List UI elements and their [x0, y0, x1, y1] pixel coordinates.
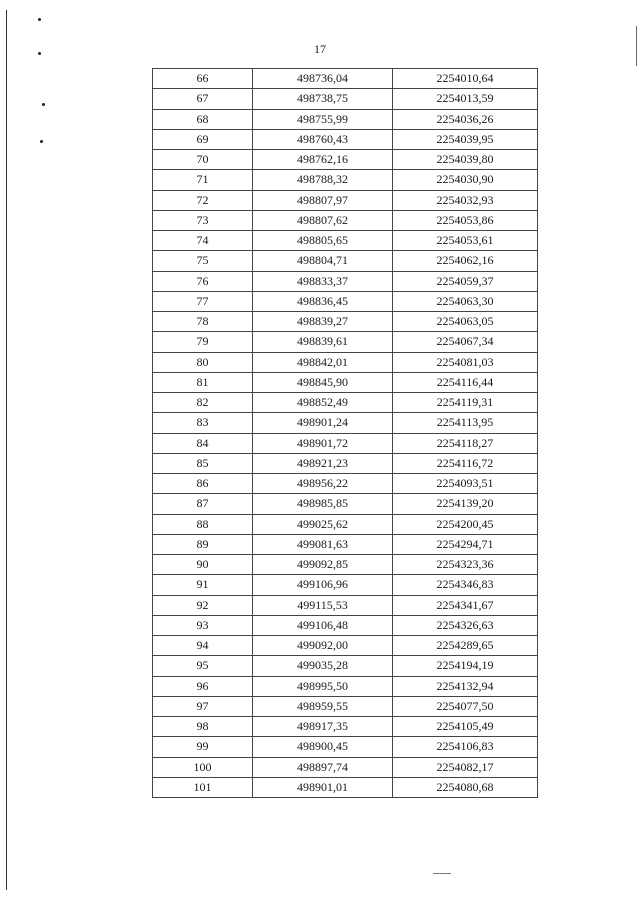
- x-coordinate-cell: 498842,01: [253, 352, 393, 372]
- point-number-cell: 93: [153, 615, 253, 635]
- point-number-cell: 82: [153, 393, 253, 413]
- point-number-cell: 92: [153, 595, 253, 615]
- y-coordinate-cell: 2254077,50: [393, 696, 538, 716]
- table-row: [153, 555, 538, 575]
- x-coordinate-cell: 498833,37: [253, 271, 393, 291]
- x-coordinate-cell: 498839,27: [253, 312, 393, 332]
- table-row: [153, 737, 538, 757]
- x-coordinate-cell: 498956,22: [253, 474, 393, 494]
- point-number-cell: 76: [153, 271, 253, 291]
- table-row: [153, 757, 538, 777]
- x-coordinate-cell: 498807,97: [253, 190, 393, 210]
- y-coordinate-cell: 2254326,63: [393, 615, 538, 635]
- y-coordinate-cell: 2254030,90: [393, 170, 538, 190]
- point-number-cell: 86: [153, 474, 253, 494]
- table-row: [153, 150, 538, 170]
- y-coordinate-cell: 2254039,80: [393, 150, 538, 170]
- scan-mark: [433, 873, 451, 874]
- x-coordinate-cell: 498852,49: [253, 393, 393, 413]
- table-row: [153, 615, 538, 635]
- point-number-cell: 78: [153, 312, 253, 332]
- x-coordinate-cell: 499081,63: [253, 534, 393, 554]
- scan-dot: [40, 140, 43, 143]
- point-number-cell: 72: [153, 190, 253, 210]
- point-number-cell: 89: [153, 534, 253, 554]
- table-row: [153, 251, 538, 271]
- x-coordinate-cell: 499115,53: [253, 595, 393, 615]
- table-row: [153, 231, 538, 251]
- y-coordinate-cell: 2254341,67: [393, 595, 538, 615]
- table-row: [153, 534, 538, 554]
- point-number-cell: 98: [153, 717, 253, 737]
- x-coordinate-cell: 499106,48: [253, 615, 393, 635]
- table-row: [153, 595, 538, 615]
- table-row: [153, 69, 538, 89]
- table-row: [153, 291, 538, 311]
- coordinates-table: [152, 68, 538, 798]
- x-coordinate-cell: 499092,85: [253, 555, 393, 575]
- y-coordinate-cell: 2254194,19: [393, 656, 538, 676]
- y-coordinate-cell: 2254063,05: [393, 312, 538, 332]
- table-row: [153, 312, 538, 332]
- table-row: [153, 210, 538, 230]
- x-coordinate-cell: 498921,23: [253, 453, 393, 473]
- point-number-cell: 91: [153, 575, 253, 595]
- point-number-cell: 83: [153, 413, 253, 433]
- y-coordinate-cell: 2254289,65: [393, 636, 538, 656]
- table-row: [153, 636, 538, 656]
- y-coordinate-cell: 2254059,37: [393, 271, 538, 291]
- point-number-cell: 68: [153, 109, 253, 129]
- y-coordinate-cell: 2254067,34: [393, 332, 538, 352]
- y-coordinate-cell: 2254132,94: [393, 676, 538, 696]
- y-coordinate-cell: 2254032,93: [393, 190, 538, 210]
- x-coordinate-cell: 498845,90: [253, 372, 393, 392]
- table-row: [153, 514, 538, 534]
- y-coordinate-cell: 2254063,30: [393, 291, 538, 311]
- y-coordinate-cell: 2254053,61: [393, 231, 538, 251]
- table-row: [153, 676, 538, 696]
- table-row: [153, 129, 538, 149]
- x-coordinate-cell: 498788,32: [253, 170, 393, 190]
- y-coordinate-cell: 2254081,03: [393, 352, 538, 372]
- point-number-cell: 96: [153, 676, 253, 696]
- y-coordinate-cell: 2254119,31: [393, 393, 538, 413]
- y-coordinate-cell: 2254053,86: [393, 210, 538, 230]
- table-row: [153, 190, 538, 210]
- y-coordinate-cell: 2254013,59: [393, 89, 538, 109]
- x-coordinate-cell: 498762,16: [253, 150, 393, 170]
- table-row: [153, 109, 538, 129]
- point-number-cell: 90: [153, 555, 253, 575]
- point-number-cell: 67: [153, 89, 253, 109]
- y-coordinate-cell: 2254106,83: [393, 737, 538, 757]
- table-row: [153, 717, 538, 737]
- point-number-cell: 71: [153, 170, 253, 190]
- y-coordinate-cell: 2254116,72: [393, 453, 538, 473]
- point-number-cell: 80: [153, 352, 253, 372]
- point-number-cell: 81: [153, 372, 253, 392]
- point-number-cell: 66: [153, 69, 253, 89]
- table-row: [153, 89, 538, 109]
- x-coordinate-cell: 498901,24: [253, 413, 393, 433]
- x-coordinate-cell: 498995,50: [253, 676, 393, 696]
- y-coordinate-cell: 2254105,49: [393, 717, 538, 737]
- coordinates-table-body: [153, 69, 538, 798]
- x-coordinate-cell: 498805,65: [253, 231, 393, 251]
- y-coordinate-cell: 2254010,64: [393, 69, 538, 89]
- point-number-cell: 70: [153, 150, 253, 170]
- point-number-cell: 73: [153, 210, 253, 230]
- point-number-cell: 75: [153, 251, 253, 271]
- point-number-cell: 74: [153, 231, 253, 251]
- table-row: [153, 453, 538, 473]
- y-coordinate-cell: 2254039,95: [393, 129, 538, 149]
- y-coordinate-cell: 2254139,20: [393, 494, 538, 514]
- x-coordinate-cell: 498959,55: [253, 696, 393, 716]
- table-row: [153, 494, 538, 514]
- scan-dot: [38, 18, 41, 21]
- table-row: [153, 352, 538, 372]
- point-number-cell: 94: [153, 636, 253, 656]
- y-coordinate-cell: 2254116,44: [393, 372, 538, 392]
- x-coordinate-cell: 498807,62: [253, 210, 393, 230]
- table-row: [153, 474, 538, 494]
- x-coordinate-cell: 498897,74: [253, 757, 393, 777]
- y-coordinate-cell: 2254093,51: [393, 474, 538, 494]
- x-coordinate-cell: 498738,75: [253, 89, 393, 109]
- x-coordinate-cell: 498736,04: [253, 69, 393, 89]
- table-row: [153, 575, 538, 595]
- point-number-cell: 87: [153, 494, 253, 514]
- y-coordinate-cell: 2254036,26: [393, 109, 538, 129]
- y-coordinate-cell: 2254323,36: [393, 555, 538, 575]
- table-row: [153, 372, 538, 392]
- point-number-cell: 95: [153, 656, 253, 676]
- table-row: [153, 271, 538, 291]
- x-coordinate-cell: 498804,71: [253, 251, 393, 271]
- left-margin-line: [6, 10, 7, 890]
- x-coordinate-cell: 498839,61: [253, 332, 393, 352]
- x-coordinate-cell: 498836,45: [253, 291, 393, 311]
- x-coordinate-cell: 498760,43: [253, 129, 393, 149]
- table-row: [153, 170, 538, 190]
- point-number-cell: 88: [153, 514, 253, 534]
- x-coordinate-cell: 498900,45: [253, 737, 393, 757]
- scan-dot: [42, 103, 45, 106]
- x-coordinate-cell: 499035,28: [253, 656, 393, 676]
- y-coordinate-cell: 2254062,16: [393, 251, 538, 271]
- y-coordinate-cell: 2254346,83: [393, 575, 538, 595]
- y-coordinate-cell: 2254080,68: [393, 777, 538, 797]
- x-coordinate-cell: 498985,85: [253, 494, 393, 514]
- point-number-cell: 100: [153, 757, 253, 777]
- x-coordinate-cell: 498901,01: [253, 777, 393, 797]
- y-coordinate-cell: 2254118,27: [393, 433, 538, 453]
- table-row: [153, 656, 538, 676]
- x-coordinate-cell: 498901,72: [253, 433, 393, 453]
- x-coordinate-cell: 499106,96: [253, 575, 393, 595]
- point-number-cell: 101: [153, 777, 253, 797]
- y-coordinate-cell: 2254294,71: [393, 534, 538, 554]
- y-coordinate-cell: 2254200,45: [393, 514, 538, 534]
- point-number-cell: 97: [153, 696, 253, 716]
- y-coordinate-cell: 2254113,95: [393, 413, 538, 433]
- x-coordinate-cell: 498755,99: [253, 109, 393, 129]
- point-number-cell: 84: [153, 433, 253, 453]
- table-row: [153, 433, 538, 453]
- x-coordinate-cell: 499092,00: [253, 636, 393, 656]
- table-row: [153, 393, 538, 413]
- y-coordinate-cell: 2254082,17: [393, 757, 538, 777]
- x-coordinate-cell: 498917,35: [253, 717, 393, 737]
- table-row: [153, 413, 538, 433]
- point-number-cell: 77: [153, 291, 253, 311]
- table-row: [153, 332, 538, 352]
- table-row: [153, 696, 538, 716]
- page-number: 17: [314, 42, 326, 56]
- x-coordinate-cell: 499025,62: [253, 514, 393, 534]
- point-number-cell: 79: [153, 332, 253, 352]
- table-row: [153, 777, 538, 797]
- point-number-cell: 85: [153, 453, 253, 473]
- point-number-cell: 69: [153, 129, 253, 149]
- point-number-cell: 99: [153, 737, 253, 757]
